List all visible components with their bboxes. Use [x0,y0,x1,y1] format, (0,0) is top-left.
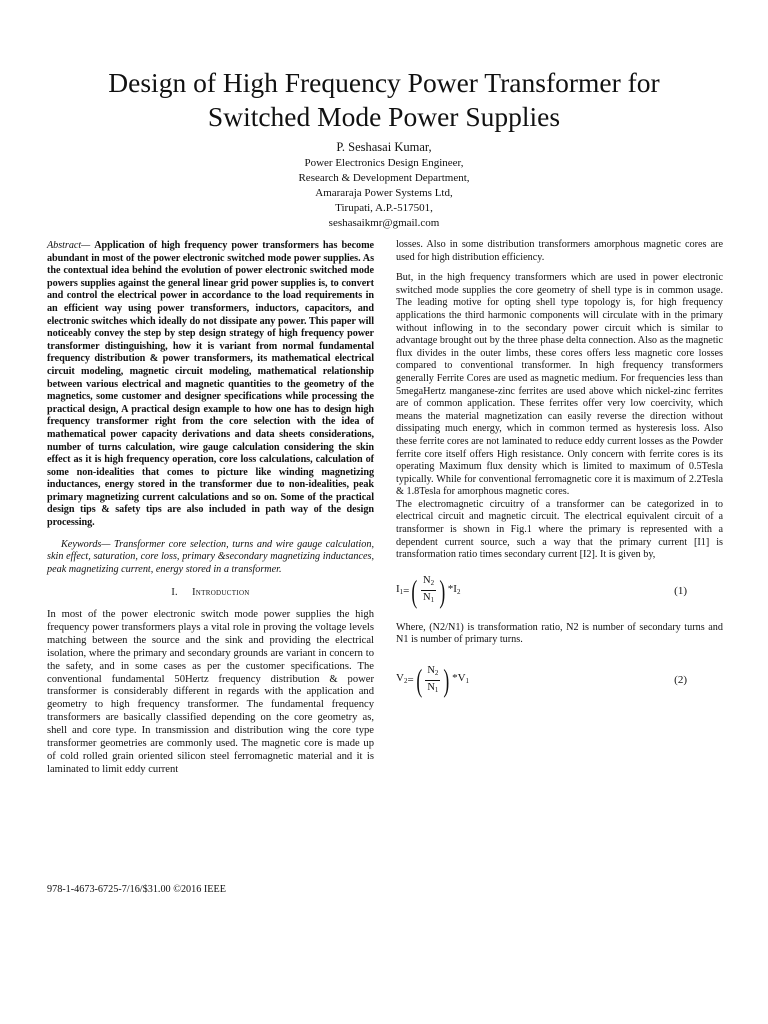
section-number: I. [171,587,178,599]
abstract [47,240,374,530]
title-line-2: Switched Mode Power Supplies [207,101,561,132]
eq2-numerator: $N_2$ [425,664,440,681]
eq1-fraction [421,574,436,607]
author-name: P. Seshasai Kumar, [336,140,432,154]
title-line-1: Design of High Frequency Power Transformer for [108,67,660,98]
keywords-dash: — [101,538,115,550]
keywords [47,539,374,577]
eq1-equals: = [403,584,410,597]
keywords-text: Transformer core selection, turns and wire gauge calculation, skin effect, saturation, core loss, primary &secondary magnetizing inductances, peak magnetizing current, energy stored in a transformer. [47,538,374,575]
right-paragraph-2: But, in the high frequency transformers which are used in power electronic switched mode supplies the core geometry of shell type is in common usage. The leading motive for opting shell type topology is, for high frequency applications the third harmonic components will circulate with in the primary without inflowing in to the secondary power circuit which is similar to advantage brought out by the three phase delta connection. Also as the magnetic flux divides in the outer limbs, these cores offers less magnetic core losses compared to conventional transformer. In high frequency transformers generally Ferrite Cores are used as magnetic medium. For frequencies less than 5megaHertz manganese-zinc ferrites are used above which nickel-zinc ferrites are of common application. These ferrites offer very low coercivity, which means the material magnetization can easily reverse the direction without dissipating much energy, which in common termed as hysteresis loss. Also these ferrite cores are not laminated to reduce eddy current losses as the Powder ferrite core itself offers High resistance. Only concern with ferrite cores is its operating Maximum flux density which is limited to maximum of 0.5Tesla typically. While for conventional ferromagnetic core it is maximum of 2.2Tesla & 1.8Tesla for amorphous magnetic cores. [396,272,723,498]
eq1-lhs: $I_1$ [396,583,404,597]
left-column [47,240,374,777]
author-location: Tirupati, A.P.-517501, [335,202,433,214]
eq1-right-paren: ) [439,572,446,609]
abstract-dash: — [81,240,95,251]
author-role: Power Electronics Design Engineer, [304,157,464,169]
paper-title [40,66,728,134]
right-paragraph-3: The electromagnetic circuitry of a transformer can be categorized in to electrical circuit and magnetic circuit. The electrical equivalent circuit of a transformer is shown in Fig.1 where the primary is represented with a dependent current source, such a way that the primary current [I1] is transformation ratio times secondary current [I2]. It is given by, [396,498,723,561]
eq2-left-paren: ( [416,662,422,699]
eq2-denominator: $N_1$ [427,681,439,694]
keywords-label: Keywords [61,538,102,550]
author-email: seshasaikmr@gmail.com [328,217,440,229]
abstract-label: Abstract [47,240,82,251]
equation-1 [396,568,723,614]
eq2-number: (2) [674,673,687,686]
eq2-rhs: $*V_1$ [452,672,470,686]
eq1-rhs: $*I_2$ [447,583,461,597]
section-heading-introduction [47,587,374,600]
eq1-left-paren: ( [411,572,418,609]
section-title: Introduction [192,587,250,599]
introduction-paragraph: In most of the power electronic switch mode power supplies the high frequency power transformers plays a vital role in proving the voltage levels matching between the source and the sink and providing the electrical isolation, where the primary and secondary grounds are variant in concern to the safety, and in some cases as per the customer specifications. The conventional fundamental 50Hertz frequency distribution & power transformer is considerably different in regards with the application and geometry to high frequency transformer. The fundamental frequency transformers are basically classified depending on the core geometry as, shell and core type. In transmission and distribution wing the core type transformer geometries are commonly used. The magnetic core is made up of cold rolled grain oriented silicon steel ferromagnetic material and it is laminated to limit eddy current [47,609,374,775]
eq2-fraction [425,664,440,697]
author-company: Amararaja Power Systems Ltd, [315,187,453,199]
copyright-footer: 978-1-4673-6725-7/16/$31.00 ©2016 IEEE [47,884,226,895]
equation-2 [396,657,723,703]
right-paragraph-1: losses. Also in some distribution transformers amorphous magnetic cores are used for high distribution efficiency. [396,239,723,263]
right-paragraph-4: Where, (N2/N1) is transformation ratio, N2 is number of secondary turns and N1 is number of primary turns. [396,621,723,646]
eq2-right-paren: ) [443,662,450,699]
eq2-equals: = [407,673,414,686]
right-column [396,239,723,711]
abstract-text: Application of high frequency power transformers has become abundant in most of the power electronic switched mode power supplies. As the contextual idea behind the evolution of power electronic switched mode powers supplies against the general linear grid power supplies is, to convert and control the electrical power in accordance to the load requirements in an efficient way using power transformers, inductors, capacitors, and electronic switches which ideally do not dissipate any power. This paper will noticeably convey the step by step design strategy of high frequency power transformer distinguishing, how it is variant from normal fundamental frequency distribution & power transformers, its mathematical electrical circuit modeling, magnetic circuit modeling, mathematical relationship between various electrical and magnetic quantities to the geometry of the magnetics, some customer and designer specifications while processing the practical design, A practical design example to how one has to design high frequency transformer right from the core selection with the idea of mathematical power capacity derivations and data sheets considerations, number of turns calculation, wire gauge calculation considering the skin effect as it is high frequency operation, core loss calculations, calculation of some non-idealities that comes to picture like winding magnetizing inductances, energy stored in the transformer due to non-idealities, peak primary magnetizing current calculations and so on. Some of the practical design tips & safety tips are also included in path way of the design processing. [47,240,374,529]
eq1-denominator: $N_1$ [423,592,435,605]
eq1-number: (1) [674,584,687,597]
eq1-numerator: $N_2$ [421,574,436,591]
eq2-lhs: $V_2$ [396,672,408,686]
author-department: Research & Development Department, [298,172,470,184]
author-block [184,139,584,231]
